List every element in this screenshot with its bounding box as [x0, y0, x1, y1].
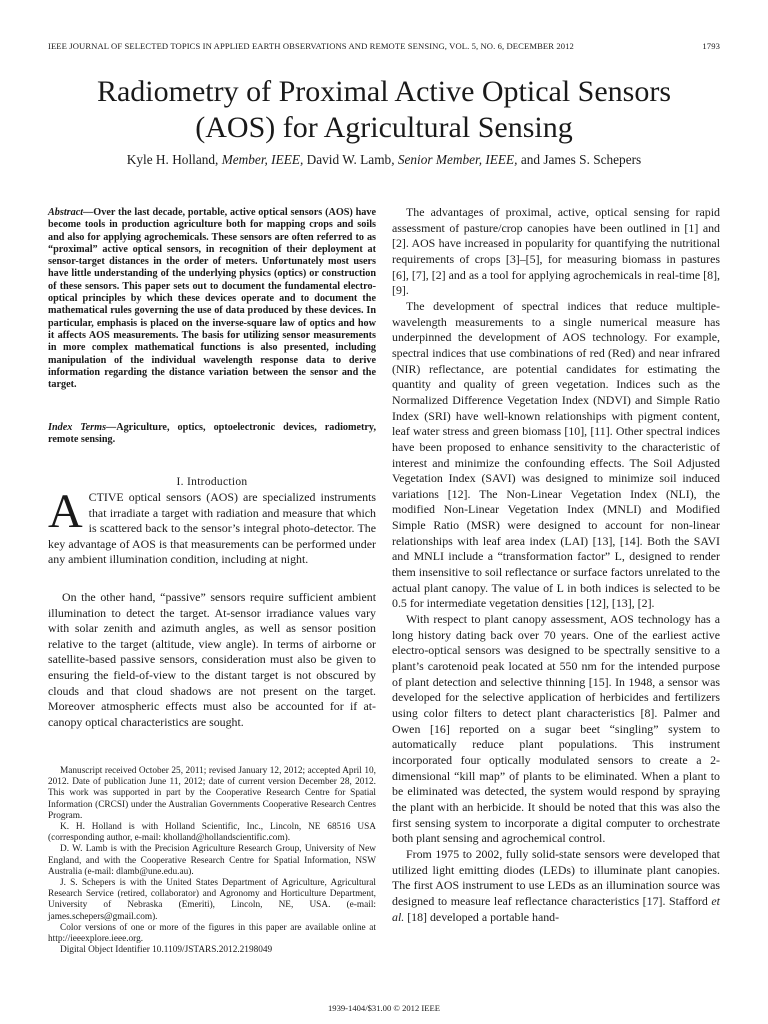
abstract-label: Abstract—	[48, 207, 94, 218]
page-number: 1793	[702, 41, 720, 51]
title-line-1: Radiometry of Proximal Active Optical Sensors	[96, 75, 672, 108]
index-terms-text: Agriculture, optics, optoelectronic devices, radiometry, remote sensing.	[48, 422, 376, 446]
index-terms	[48, 422, 376, 447]
author-2-name: David W. Lamb,	[306, 152, 395, 167]
intro-paragraph-1	[48, 485, 376, 568]
right-column	[392, 205, 720, 925]
index-terms-label: Index Terms—	[48, 422, 117, 433]
copyright-line: 1939-1404/$31.00 © 2012 IEEE	[327, 1003, 441, 1013]
footnote-author-3: J. S. Schepers is with the United States Department of Agriculture, Agricultural Research Service (retired, collaborator) and Agronomy and Horticulture Department, University of Nebraska (Emeriti), Lincoln, NE, USA. (e-mail: james.schepers@gmail.com).	[48, 878, 376, 922]
author-1-name: Kyle H. Holland,	[126, 152, 219, 167]
body-paragraph-3: With respect to plant canopy assessment, AOS technology has a long history dating back over 70 years. One of the earliest active electro-optical sensors was designed to be spectrally sensitive to a plant’s carotenoid peak located at 550 nm for the intended purpose of plant detection and selective thinning [15]. In 1948, a sensor was developed for the selective application of herbicides and fertilizers using color filters to detect plant characteristics [8]. Palmer and Owen [16] reported on a sugar beet “singling” system to automatically reduce plant populations. This instrument incorporated four optically modulated sensors to create a 2-dimensional “kill map” of plants to be eliminated. When a plant to be eliminated was detected, the system would respond by spraying the plant with an herbicide. It should be noted that this was also the first sensing system to incorporate a digital computer to orchestrate both plant sensing and agrochemical control.	[392, 612, 720, 846]
abstract	[48, 207, 376, 391]
footnote-doi: Digital Object Identifier 10.1109/JSTARS.2012.2198049	[60, 945, 273, 956]
author-1-role: Member, IEEE,	[221, 152, 304, 167]
running-head	[48, 41, 720, 51]
body-paragraph-1: The advantages of proximal, active, optical sensing for rapid assessment of pasture/crop canopies have been outlined in [1] and [2]. AOS have increased in popularity for quantifying the nutritional requirements of crops [3]–[5], for measuring biomass in pastures [6], [7], [2] and as a tool for applying agrochemicals in real-time [8], [9].	[392, 205, 720, 298]
paper-title	[0, 74, 768, 146]
footnote-manuscript: Manuscript received October 25, 2011; revised January 12, 2012; accepted April 10, 2012. Date of publication June 11, 2012; date of current version December 28, 2012. This work was supported in part by the Cooperative Research Centre for Spatial Information (CRCSI) under the Australian Governments Cooperative Research Centres Program.	[48, 766, 376, 821]
author-list	[0, 152, 768, 168]
intro-p1-text: CTIVE optical sensors (AOS) are specialized instruments that irradiate a target with radiation and measure that which is scattered back to the sensor’s integral photo-detector. The key advantage of AOS is that measurements can be performed under any ambient illumination condition, including at night.	[48, 490, 376, 567]
intro-paragraph-2: On the other hand, “passive” sensors require sufficient ambient illumination to detect the target. At-sensor irradiance values vary with solar zenith and azimuth angles, as well as sensor position relative to the target (altitude, view angle). In terms of airborne or satellite-based passive sensors, consideration must also be given to ensuring the field-of-view to the distant target is not obscured by clouds and that cloud shadows are not present on the target. Moreover atmospheric effects must also be accounted for if at-canopy optical characteristics are sought.	[48, 590, 376, 729]
section-heading-introduction: I. Introduction	[176, 476, 248, 488]
title-line-2: (AOS) for Agricultural Sensing	[195, 111, 573, 144]
footnotes	[48, 766, 376, 956]
body-paragraph-4: From 1975 to 2002, fully solid-state sensors were developed that utilized light emitting diodes (LEDs) to illuminate plant canopies. The first AOS instrument to use LEDs as an illumination source was designed to measure leaf reflectance characteristics [17]. Stafford et al. [18] developed a portable hand-	[392, 846, 720, 924]
author-2-role: Senior Member, IEEE,	[397, 152, 518, 167]
body-paragraph-2: The development of spectral indices that reduce multiple-wavelength measurements to a single numerical measure has underpinned the development of AOS technology. For example, spectral indices that use combinations of red (Red) and near infrared (NIR) reflectance, are potential candidates for estimating the quantity and quality of green vegetation. Indices such as the Normalized Difference Vegetation Index (NDVI) and Simple Ratio Index (SRI) have well-known relationships with pigment content, leaf water stress and green biomass [10], [11]. Other spectral indices have been proposed to enhance sensitivity to the characteristic of interest and minimize the confounding effects. The Soil Adjusted Vegetation Index (SAVI) was designed to minimize soil induced variations [12]. The Non-Linear Vegetation Index (NLI), the modified Non-Linear Vegetation Index (MNLI) and Modified Simple Ratio (MSR) were designed to account for non-linear relationships with leaf area index (LAI) [13], [14]. Both the SAVI and MNLI include a “transformation factor” L, designed to render them insensitive to soil reflectance or surface factors unrelated to the actual plant canopy. The value of L in both indices is selected to be 0.5 for intermediate vegetation densities [12], [13], [2].	[392, 298, 720, 611]
footnote-author-2: D. W. Lamb is with the Precision Agriculture Research Group, University of New England, and with the Cooperative Research Centre for Spatial Information, NSW Australia (e-mail: dlamb@une.edu.au).	[48, 844, 376, 877]
footnote-author-1: K. H. Holland is with Holland Scientific, Inc., Lincoln, NE 68516 USA (corresponding author, e-mail: kholland@hollandscientific.com).	[48, 822, 376, 844]
author-3-name: and James S. Schepers	[520, 152, 642, 167]
journal-name: IEEE JOURNAL OF SELECTED TOPICS IN APPLIED EARTH OBSERVATIONS AND REMOTE SENSING, VOL. 5, NO. 6, DECEMBER 2012	[48, 41, 574, 51]
abstract-text: Over the last decade, portable, active optical sensors (AOS) have become tools in production agriculture both for mapping crops and soils and also for applying agrochemicals. These sensors are often referred to as “proximal” active optical sensors, in recognition of their deployment at sensor-target distances in the order of meters. Unfortunately most users have little understanding of the underlying physics (optics) or construction of these sensors. This paper sets out to document the fundamental electro-optical principles by which these devices operate and to document the mathematical rules governing the use of data produced by these devices. In particular, emphasis is placed on the inverse-square law of optics and how it affects AOS measurements. The basis for utilizing sensor measurements in more complex mathematical functions is also presented, including manipulation of the individual wavelength response data to derive information regarding the distance variation between the sensor and the target.	[48, 207, 376, 391]
footnote-color-versions: Color versions of one or more of the figures in this paper are available online at http://ieeexplore.ieee.org.	[48, 922, 376, 945]
drop-cap: A	[48, 485, 83, 538]
